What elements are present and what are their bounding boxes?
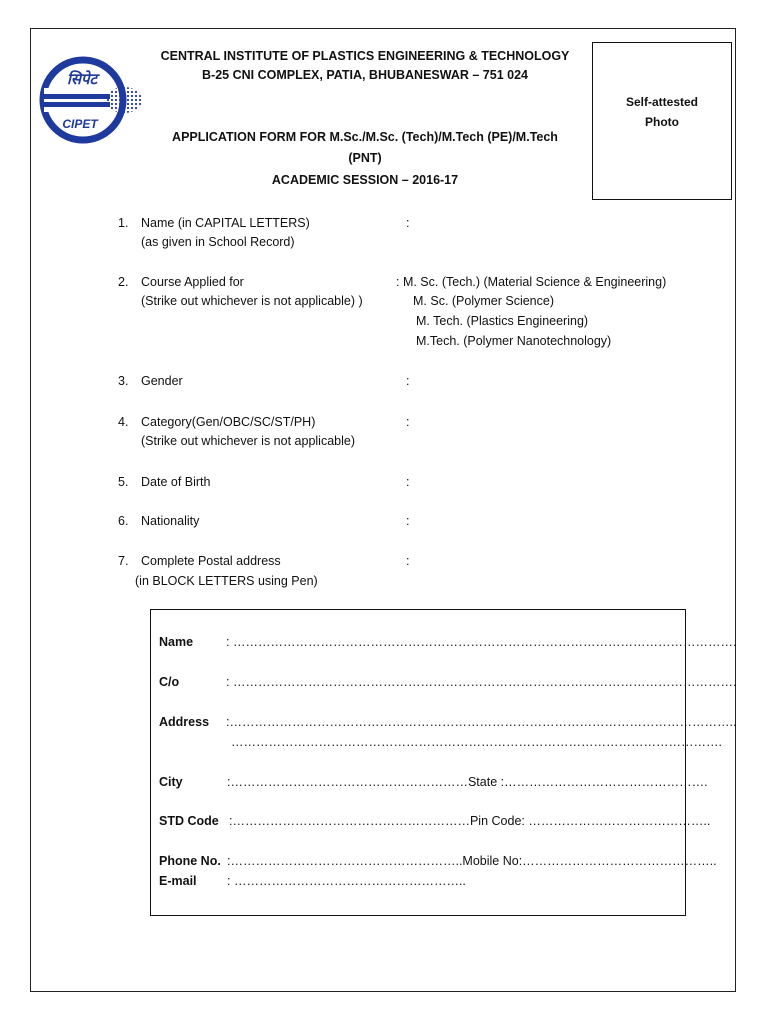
field-number: 2. — [118, 275, 129, 289]
name-label: Name — [159, 635, 194, 649]
photo-label-line1: Self-attested — [625, 95, 699, 109]
postal-address-box — [150, 609, 737, 916]
field-number: 7. — [118, 554, 129, 568]
phone-label: Phone No. — [159, 854, 221, 868]
field-colon[interactable]: : — [406, 374, 410, 388]
field-label-postal-address: Complete Postal address — [141, 554, 281, 568]
phone-mobile-line[interactable]: :………………………………………………..Mobile No:……………………………………….. — [227, 854, 717, 868]
course-option[interactable]: : M. Sc. (Tech.) (Material Science & Engineering) — [396, 275, 667, 289]
field-colon[interactable]: : — [406, 216, 410, 230]
field-sublabel: (as given in School Record) — [141, 235, 295, 249]
address-line-1[interactable]: :………………………………………………………………………………………………………….. — [226, 715, 737, 729]
std-pin-line[interactable]: :…………………………………………………Pin Code: …………………………………….. — [229, 814, 711, 828]
course-option[interactable]: M. Sc. (Polymer Science) — [413, 294, 555, 308]
field-label-dob: Date of Birth — [141, 475, 211, 489]
form-title-line1: APPLICATION FORM FOR M.Sc./M.Sc. (Tech)/M.Tech (PE)/M.Tech — [172, 130, 558, 144]
field-sublabel: (Strike out whichever is not applicable) ) — [141, 294, 363, 308]
institute-name: CENTRAL INSTITUTE OF PLASTICS ENGINEERING & TECHNOLOGY — [160, 49, 570, 63]
field-label-nationality: Nationality — [141, 514, 200, 528]
institute-address: B-25 CNI COMPLEX, PATIA, BHUBANESWAR – 751 024 — [202, 68, 528, 82]
field-label-gender: Gender — [141, 374, 183, 388]
course-option[interactable]: M. Tech. (Plastics Engineering) — [416, 314, 589, 328]
co-line[interactable]: : …………………………………………………………………………………………………………. — [226, 675, 737, 689]
field-number: 5. — [118, 475, 129, 489]
course-option[interactable]: M.Tech. (Polymer Nanotechnology) — [416, 334, 612, 348]
field-label-category: Category(Gen/OBC/SC/ST/PH) — [141, 415, 316, 429]
email-label: E-mail — [159, 874, 197, 888]
field-colon[interactable]: : — [406, 554, 410, 568]
co-label: C/o — [159, 675, 180, 689]
field-colon[interactable]: : — [406, 475, 410, 489]
field-number: 4. — [118, 415, 129, 429]
address-label: Address — [159, 715, 210, 729]
field-label-course: Course Applied for — [141, 275, 244, 289]
field-label-name: Name (in CAPITAL LETTERS) — [141, 216, 310, 230]
logo-hindi-text: सिपेट — [66, 70, 98, 88]
field-sublabel: (in BLOCK LETTERS using Pen) — [135, 574, 318, 588]
field-number: 1. — [118, 216, 129, 230]
cipet-logo — [38, 50, 146, 150]
photo-label-line2: Photo — [645, 115, 679, 129]
field-colon[interactable]: : — [406, 514, 410, 528]
city-state-line[interactable]: :…………………………………………………State :…………………………………………. — [227, 775, 708, 789]
field-colon[interactable]: : — [406, 415, 410, 429]
address-line-2[interactable]: ………………………………………………………………………………………………………. — [231, 735, 722, 749]
name-line[interactable]: : …………………………………………………………………………………………………………. — [226, 635, 737, 649]
city-label: City — [159, 775, 183, 789]
field-sublabel: (Strike out whichever is not applicable) — [141, 434, 355, 448]
field-number: 6. — [118, 514, 129, 528]
form-title-line2: (PNT) — [348, 151, 382, 165]
email-line[interactable]: : ……………………………………………….. — [227, 874, 466, 888]
logo-english-text: CIPET — [62, 117, 98, 131]
academic-session: ACADEMIC SESSION – 2016-17 — [271, 173, 459, 187]
photo-box[interactable] — [592, 42, 732, 200]
std-code-label: STD Code — [159, 814, 219, 828]
field-number: 3. — [118, 374, 129, 388]
